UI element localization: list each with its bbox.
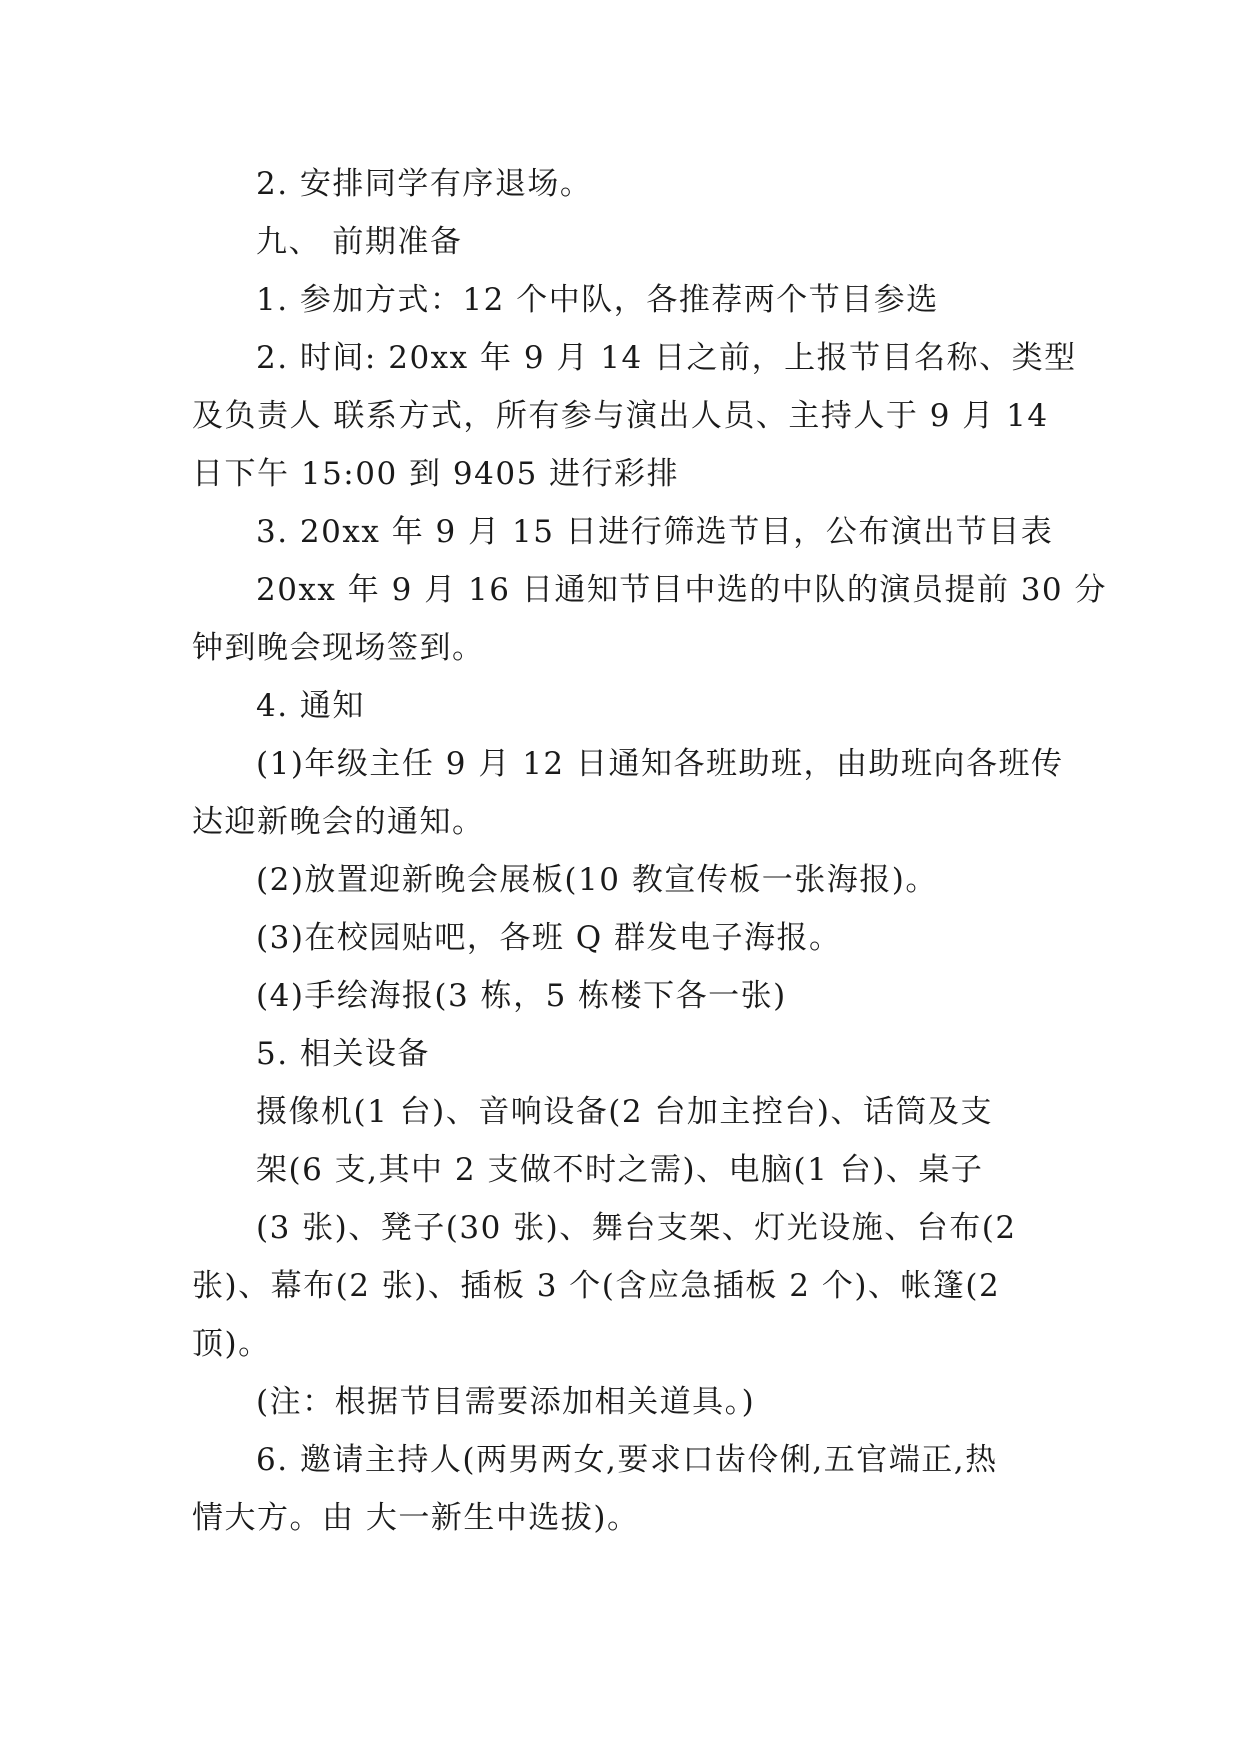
section-heading: 九、 前期准备 (256, 224, 463, 260)
paragraph-line: 5. 相关设备 (256, 1036, 430, 1072)
document-body (192, 155, 1108, 1547)
paragraph-line: 1. 参加方式：12 个中队，各推荐两个节目参选 (256, 282, 939, 318)
paragraph-line: (注：根据节目需要添加相关道具。) (256, 1384, 756, 1420)
paragraph-line: (3)在校园贴吧，各班 Q 群发电子海报。 (256, 920, 842, 956)
paragraph-line: 摄像机(1 台)、音响设备(2 台加主控台)、话筒及支 (256, 1094, 994, 1130)
paragraph-line: 2. 时间: 20xx 年 9 月 14 日之前，上报节目名称、类型 (256, 340, 1077, 376)
paragraph-line: 达迎新晚会的通知。 (192, 804, 485, 840)
paragraph-line: (4)手绘海报(3 栋，5 栋楼下各一张) (256, 978, 787, 1014)
paragraph-line: 张)、幕布(2 张)、插板 3 个(含应急插板 2 个)、帐篷(2 (192, 1268, 1001, 1304)
paragraph-line: (3 张)、凳子(30 张)、舞台支架、灯光设施、台布(2 (256, 1210, 1017, 1246)
paragraph-line: 日下午 15:00 到 9405 进行彩排 (192, 456, 680, 492)
paragraph-line: 4. 通知 (256, 688, 365, 724)
paragraph-line: 2. 安排同学有序退场。 (256, 166, 593, 202)
paragraph-line: (2)放置迎新晚会展板(10 教宣传板一张海报)。 (256, 862, 938, 898)
paragraph-line: 20xx 年 9 月 16 日通知节目中选的中队的演员提前 30 分 (256, 572, 1108, 608)
paragraph-line: 情大方。由 大一新生中选拔)。 (192, 1500, 640, 1536)
paragraph-line: 架(6 支,其中 2 支做不时之需)、电脑(1 台)、桌子 (256, 1152, 984, 1188)
paragraph-line: 钟到晚会现场签到。 (192, 630, 485, 666)
paragraph-line: 顶)。 (192, 1326, 271, 1362)
paragraph-line: 3. 20xx 年 9 月 15 日进行筛选节目，公布演出节目表 (256, 514, 1054, 550)
paragraph-line: (1)年级主任 9 月 12 日通知各班助班，由助班向各班传 (256, 746, 1064, 782)
paragraph-line: 6. 邀请主持人(两男两女,要求口齿伶俐,五官端正,热 (256, 1442, 998, 1478)
paragraph-line: 及负责人 联系方式，所有参与演出人员、主持人于 9 月 14 (192, 398, 1049, 434)
